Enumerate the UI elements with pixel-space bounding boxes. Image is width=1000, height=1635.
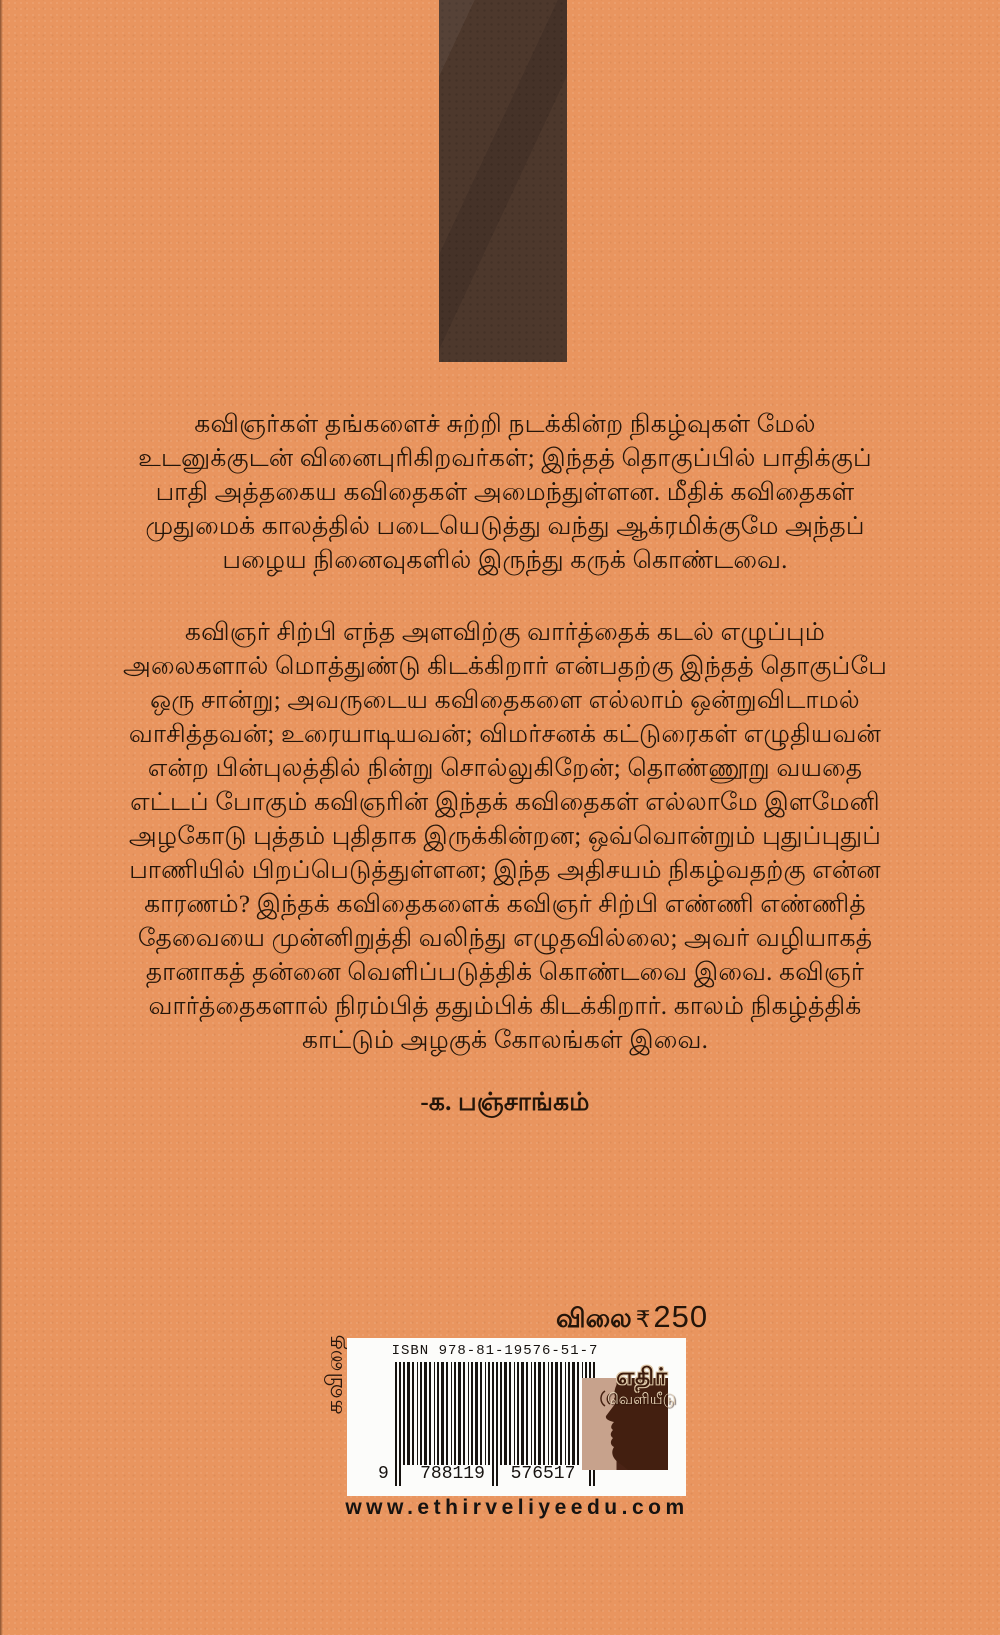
blurb-line: பாணியில் பிறப்பெடுத்துள்ளன; இந்த அதிசயம் நிகழ்வதற்கு என்ன (129, 857, 881, 884)
barcode-guard-bar (496, 1362, 498, 1486)
blurb-line: பழைய நினைவுகளில் இருந்து கருக் கொண்டவை. (222, 547, 788, 574)
price-label: விலை (556, 1304, 632, 1333)
blurb-paragraph-1 (100, 408, 910, 578)
isbn-label: ISBN 978-81-19576-51-7 (391, 1343, 599, 1359)
barcode-panel (347, 1338, 686, 1496)
blurb-line: கவிஞர்கள் தங்களைச் சுற்றி நடக்கின்ற நிகழ்வுகள் மேல் (194, 411, 816, 438)
page-left-edge-shadow (0, 0, 3, 1635)
rupee-icon: ₹ (635, 1307, 651, 1333)
barcode-bars-right (500, 1362, 587, 1465)
publisher-name-tamil: எதிர் (616, 1364, 668, 1389)
publisher-type-tamil: வெளியீடு (607, 1392, 676, 1408)
blurb-line: உடனுக்குடன் வினைபுரிகிறவர்கள்; இந்தத் தொகுப்பில் பாதிக்குப் (138, 445, 872, 472)
blurb-text (100, 408, 910, 1120)
blurb-line: தானாகத் தன்னை வெளிப்படுத்திக் கொண்டவை இவை. கவிஞர் (145, 959, 865, 986)
blurb-line: காட்டும் அழகுக் கோலங்கள் இவை. (301, 1027, 709, 1054)
blurb-line: கவிஞர் சிற்பி எந்த அளவிற்கு வார்த்தைக் கடல் எழுப்பும் (184, 619, 826, 646)
price (556, 1299, 708, 1337)
barcode-digit-left: 9 (378, 1464, 389, 1484)
blurb-line: தேவையை முன்னிறுத்தி வலிந்து எழுதவில்லை; அவர் வழியாகத் (137, 925, 873, 952)
attribution: -க. பஞ்சாங்கம் (420, 1089, 590, 1116)
blurb-line: முதுமைக் காலத்தில் படையெடுத்து வந்து ஆக்ரமிக்குமே அந்தப் (145, 513, 865, 540)
barcode-guard-bar (492, 1362, 494, 1486)
barcode-digit-right: 576517 (510, 1464, 576, 1484)
blurb-paragraph-2 (100, 616, 910, 1058)
barcode-bars-left (403, 1362, 490, 1465)
blurb-line: ஒரு சான்று; அவருடைய கவிதைகளை எல்லாம் ஒன்றுவிடாமல் (150, 687, 860, 714)
price-amount: 250 (653, 1299, 709, 1334)
blurb-line: எட்டப் போகும் கவிஞரின் இந்தக் கவிதைகள் எல்லாமே இளமேனி (130, 789, 880, 816)
blurb-line: என்ற பின்புலத்தில் நின்று சொல்லுகிறேன்; தொண்ணூறு வயதை (147, 755, 863, 782)
blurb-line: காரணம்? இந்தக் கவிதைகளைக் கவிஞர் சிற்பி எண்ணி எண்ணித் (144, 891, 866, 918)
barcode-digit-mid: 788119 (420, 1464, 485, 1484)
spine-strip (439, 0, 567, 362)
website-url: www.ethirveliyeedu.com (345, 1496, 689, 1519)
spine-category-label: கவிதை (322, 1333, 347, 1415)
barcode-guard-bar (399, 1362, 401, 1486)
ean-barcode (378, 1362, 595, 1490)
publisher-logo (582, 1364, 676, 1470)
blurb-line: அழகோடு புத்தம் புதிதாக இருக்கின்றன; ஒவ்வொன்றும் புதுப்புதுப் (128, 823, 882, 850)
blurb-line: வார்த்தைகளால் நிரம்பித் ததும்பிக் கிடக்கிறார். காலம் நிகழ்த்திக் (148, 993, 862, 1020)
blurb-line: அலைகளால் மொத்துண்டு கிடக்கிறார் என்பதற்கு இந்தத் தொகுப்பே (122, 653, 887, 680)
barcode-guard-bar (395, 1362, 397, 1486)
blurb-line: வாசித்தவன்; உரையாடியவன்; விமர்சனக் கட்டுரைகள் எழுதியவன் (128, 721, 882, 748)
blurb-line: பாதி அத்தகைய கவிதைகள் அமைந்துள்ளன. மீதிக் கவிதைகள் (155, 479, 855, 506)
